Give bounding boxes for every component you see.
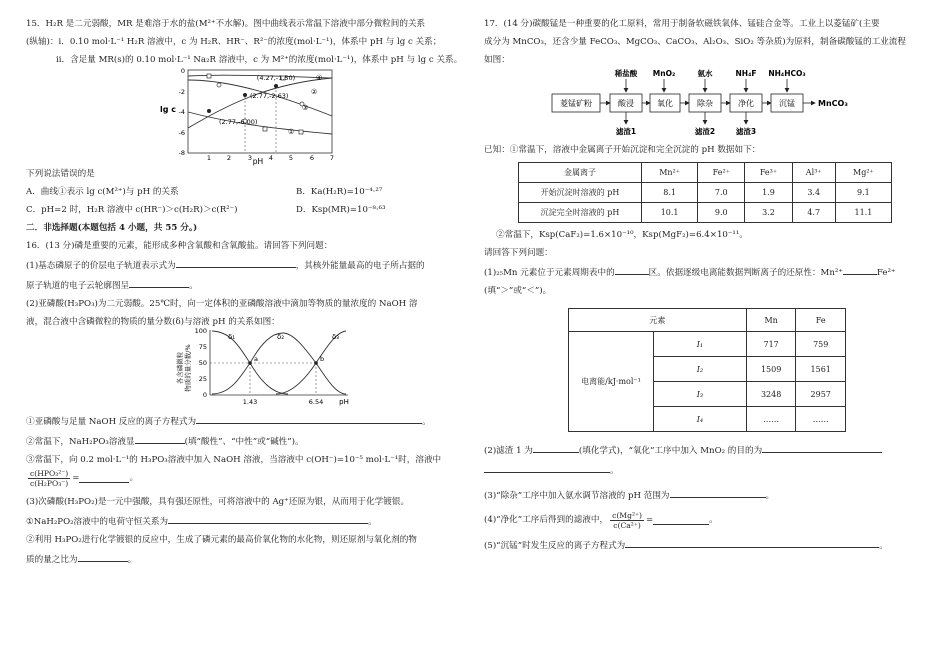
fraction-numerator: c(Mg²⁺): [612, 510, 642, 520]
chart2-xtick: 1.43: [242, 398, 258, 406]
label-2-77-c: (2.77,-6.00): [219, 118, 258, 126]
delta1-label: δ₁: [228, 333, 236, 341]
q16-sub2-text-a: ②常温下，NaH₂PO₃溶液显: [26, 437, 135, 447]
table-cell: 3.4: [792, 183, 835, 203]
reagent-nh4hco3: NH₄HCO₃: [768, 69, 806, 78]
table-row: [519, 183, 892, 203]
fraction-equals: =: [645, 515, 654, 525]
q17-prompt: 请回答下列问题：: [484, 248, 553, 258]
point-a-label: a: [254, 355, 258, 363]
reagent-ammonia: 氨水: [697, 69, 713, 78]
chart1-ytick: -4: [178, 108, 185, 116]
residue-2: 滤渣2: [694, 127, 716, 136]
curve3-marker: [217, 83, 221, 87]
q16-part2-line2: 液，混合液中含磷微粒的物质的量分数(δ)与溶液 pH 的关系如图：: [26, 317, 280, 327]
curve4-label: ④: [316, 74, 323, 82]
known-item1: [484, 144, 928, 156]
q15-option-a: A．曲线①表示 lg c(M²⁺)与 pH 的关系: [26, 187, 179, 197]
q17-p2-blank-3[interactable]: [484, 463, 610, 473]
table-row: [569, 332, 846, 357]
q17-p2-text-b: (填化学式)，“氧化”工序中加入 MnO₂ 的目的为: [578, 446, 763, 456]
q16-p3s3-end: 。: [127, 555, 137, 565]
table-cell: 759: [796, 332, 846, 357]
chart1-xtick: 4: [268, 154, 274, 162]
q16-sub3-blank[interactable]: [79, 473, 129, 483]
q16-p1-blank-2[interactable]: [129, 278, 189, 288]
curve-1: [188, 112, 332, 134]
fraction-equals: =: [72, 473, 80, 483]
q15-line2: (纵轴)：i．0.10 mol·L⁻¹ H₂R 溶液中，c 为 H₂R、HR⁻、R²⁻的浓度(mol·L⁻¹)，体系中 pH 与 lg c 关系；: [26, 37, 442, 47]
q16-part3-sub3: [26, 552, 470, 566]
box-ore-label: 菱锰矿粉: [560, 99, 592, 108]
delta2-curve: [212, 333, 346, 394]
table-cell: 开始沉淀时溶液的 pH: [519, 183, 642, 203]
table-header-cell: Fe²⁺: [698, 163, 745, 183]
known-label: 已知：: [484, 145, 510, 155]
chart2-xtick: 6.54: [308, 398, 324, 406]
q16-p3s1-blank[interactable]: [168, 514, 368, 524]
curve-2: [188, 78, 332, 128]
table-cell: 2957: [796, 382, 846, 407]
table-cell: 沉淀完全时溶液的 pH: [519, 203, 642, 223]
q15-options-ab: [26, 186, 470, 198]
mg-ca-ratio-fraction: [610, 511, 644, 530]
q17-part5: [484, 538, 928, 552]
known-item1-text: ①常温下，溶液中金属离子开始沉淀和完全沉淀的 pH 数据如下：: [509, 145, 761, 155]
table-cell: 7.0: [698, 183, 745, 203]
chart1-ylabel: lg c: [160, 105, 176, 114]
q17-p3-text: (3)“除杂”工序中加入氨水调节溶液的 pH 范围为: [484, 491, 670, 501]
box-oxid-label: 氧化: [657, 99, 673, 108]
chart2-ytick: 100: [194, 328, 207, 335]
q16-sub1-text: ①亚磷酸与足量 NaOH 反应的离子方程式为: [26, 417, 197, 427]
table-header-cell: Mg²⁺: [835, 163, 891, 183]
q15-prompt: 下列说法错误的是: [26, 169, 95, 179]
label-2-77-b: (2.77,-2.63): [250, 92, 289, 100]
chart2-xlabel: pH: [339, 398, 349, 406]
q15-options-cd: [26, 204, 470, 216]
box-leach-label: 酸浸: [618, 99, 634, 108]
phosphorous-acid-distribution-chart: [26, 328, 470, 408]
q17-p3-blank[interactable]: [670, 488, 766, 498]
q17-part4: [484, 508, 928, 532]
q17-part1: [484, 265, 928, 279]
box-precip-label: 沉锰: [779, 99, 795, 108]
q17-p4-end: 。: [709, 515, 718, 525]
q16-sub2-blank[interactable]: [135, 434, 185, 444]
q16-p1-text-c: 原子轨道的电子云轮廓图呈: [26, 281, 130, 291]
q16-sub3-fraction-line: [26, 466, 470, 490]
q16-p3s1-text: ①NaH₂PO₂溶液中的电荷守恒关系为: [26, 517, 169, 527]
table-cell: 3.2: [745, 203, 792, 223]
q15-option-d: D．Ksp(MR)=10⁻⁸·⁶³: [296, 205, 386, 215]
q16-part2-line1: (2)亚磷酸(H₃PO₃)为二元弱酸。25℃时，向一定体积的亚磷酸溶液中滴加等物质的量浓度的 NaOH 溶: [26, 299, 418, 309]
q17-p3-end: 。: [765, 491, 775, 501]
q17-p5-text: (5)“沉锰”时发生反应的离子方程式为: [484, 541, 626, 551]
q16-p1-blank-1[interactable]: [176, 258, 296, 268]
point-4-27: [274, 84, 278, 88]
chart2-ytick: 75: [198, 343, 207, 351]
q17-p5-end: 。: [879, 541, 888, 551]
curve2-marker: [243, 93, 247, 97]
q15-option-b: B．Ka(H₂R)=10⁻⁴·²⁷: [296, 187, 383, 197]
precipitation-ph-table: [518, 162, 892, 223]
q17-part3: [484, 488, 928, 502]
q17-line1: 17．(14 分)碳酸锰是一种重要的化工原料，常用于制备软磁铁氧体、锰硅合金等。工业上以菱锰矿(主要: [484, 19, 880, 29]
q17-p1-text-a: (1)₂₅Mn 元素位于元素周期表中的: [484, 268, 615, 278]
table-group-cell: 电离能/kJ·mol⁻¹: [569, 332, 654, 432]
curve2-label: ②: [311, 88, 318, 96]
fraction-denominator: c(H₂PO₃⁻): [30, 478, 69, 488]
q16-sub1-end: 。: [422, 417, 431, 427]
q17-p2-text-a: (2)滤渣 1 为: [484, 446, 533, 456]
curve1-marker: [299, 130, 303, 134]
chart1-ytick: -6: [178, 129, 185, 137]
table-cell: 8.1: [642, 183, 698, 203]
table-cell: 717: [746, 332, 796, 357]
curve4-marker: [207, 74, 211, 78]
chart1-xtick: 5: [288, 154, 294, 162]
q17-p4-text: (4)“净化”工序后得到的滤液中，: [484, 515, 609, 525]
q16-p3s1-end: 。: [368, 517, 377, 527]
curve1-marker: [263, 127, 267, 131]
q17-p1-text-c: Fe²⁺: [876, 268, 896, 278]
q16-part3-sub1: [26, 514, 470, 528]
q16-p1-text-a: (1)基态磷原子的价层电子轨道表示式为: [26, 261, 176, 271]
q17-p1-blank-2[interactable]: [843, 265, 877, 275]
q16-p1-text-d: 。: [189, 281, 198, 291]
q17-p2-blank-1[interactable]: [533, 443, 579, 453]
q17-part2: [484, 443, 928, 457]
table-header-row: [569, 309, 846, 332]
chart1-ytick: -2: [178, 88, 185, 96]
box-purify-label: 净化: [738, 99, 754, 108]
table-header-cell: 元素: [569, 309, 747, 332]
chart1-ytick: -8: [178, 149, 185, 157]
curve2-marker: [207, 109, 211, 113]
process-flow-diagram: [484, 66, 928, 144]
table-cell: ……: [746, 407, 796, 432]
q15-line1: 15．H₂R 是二元弱酸，MR 是难溶于水的盐(M²⁺不水解)。图中曲线表示常温下溶液中部分微粒间的关系: [26, 19, 426, 29]
chart2-ylabel-1: 各含磷微粒: [176, 351, 184, 385]
label-4-27: (4.27,-1.50): [256, 74, 296, 82]
q16-sub3: ③常温下，向 0.2 mol·L⁻¹的 H₃PO₃溶液中加入 NaOH 溶液，当溶液中 c(OH⁻)=10⁻⁵ mol·L⁻¹时，溶液中: [26, 455, 442, 465]
ionization-energy-table: [568, 308, 846, 432]
q17-p2-end: 。: [610, 466, 619, 476]
table-cell: 4.7: [792, 203, 835, 223]
point-b: [314, 361, 318, 365]
q17-p2-blank-2[interactable]: [762, 443, 882, 453]
q15-line3: ii．含足量 MR(s)的 0.10 mol·L⁻¹ Na₂R 溶液中，c 为 M²⁺的浓度(mol·L⁻¹)，体系中 pH 与 lg c 关系。: [56, 55, 463, 65]
q16-p3s3-text: 质的量之比为: [26, 555, 78, 565]
q17-part2-cont: [484, 463, 928, 477]
table-header-cell: Mn²⁺: [642, 163, 698, 183]
table-cell: 1561: [796, 357, 846, 382]
chart1-xtick: 2: [226, 154, 232, 162]
chart1-xtick: 6: [309, 154, 315, 162]
q16-part3: (3)次磷酸(H₃PO₂)是一元中强酸，具有强还原性，可将溶液中的 Ag⁺还原为银，从而用于化学镀银。: [26, 497, 410, 507]
chart1-ytick: 0: [180, 67, 185, 75]
residue-1: 滤渣1: [615, 127, 637, 136]
product-mnco3: MnCO₃: [818, 99, 848, 108]
q16-sub2: [26, 434, 470, 448]
table-header-cell: Fe³⁺: [745, 163, 792, 183]
chart2-ylabel-2: 物质的量分数/%: [184, 344, 192, 392]
chart1-xlabel: pH: [252, 157, 264, 166]
hpo3-ratio-fraction: [28, 469, 70, 488]
table-cell: I₄: [654, 407, 747, 432]
table-header-cell: Mn: [746, 309, 796, 332]
q17-line2: 成分为 MnCO₃，还含少量 FeCO₃、MgCO₃、CaCO₃、Al₂O₃、SiO₂ 等杂质)为原料，制备碳酸锰的工业流程: [484, 37, 906, 47]
table-cell: 1.9: [745, 183, 792, 203]
q17-line3: 如图：: [484, 55, 510, 65]
table-cell: 1509: [746, 357, 796, 382]
reagent-nh4f: NH₄F: [735, 69, 757, 78]
point-a: [248, 361, 252, 365]
q17-p5-blank[interactable]: [625, 538, 879, 548]
table-cell: 3248: [746, 382, 796, 407]
chart2-ytick: 50: [198, 359, 207, 367]
table-cell: I₁: [654, 332, 747, 357]
right-column: [484, 18, 928, 552]
left-column: [26, 18, 470, 566]
q16-sub1-blank[interactable]: [196, 414, 422, 424]
q16-part1-line2: [26, 278, 470, 292]
q16-sub2-text-b: (填“酸性”、“中性”或“碱性”)。: [184, 437, 304, 447]
q16-p3s3-blank[interactable]: [78, 552, 128, 562]
q16-sub1: [26, 414, 470, 428]
delta2-label: δ₂: [277, 333, 285, 341]
q17-p1-text-b: 区。依据逐级电离能数据判断离子的还原性：Mn²⁺: [648, 268, 843, 278]
delta3-label: δ₃: [332, 333, 340, 341]
q16-part1-line1: [26, 258, 470, 272]
curve3-label: ③: [302, 104, 309, 112]
chart1-xtick: 3: [247, 154, 253, 162]
residue-3: 滤渣3: [735, 127, 757, 136]
curve1-label: ①: [288, 128, 295, 136]
q15-option-c: C．pH=2 时，H₂R 溶液中 c(HR⁻)＞c(H₂R)＞c(R²⁻): [26, 205, 238, 215]
table-header-cell: 金属离子: [519, 163, 642, 183]
point-b-label: b: [320, 355, 325, 363]
box-removal-label: 除杂: [697, 99, 713, 108]
table-cell: I₂: [654, 357, 747, 382]
table-cell: I₃: [654, 382, 747, 407]
lgc-ph-chart: [26, 66, 470, 168]
table-cell: 10.1: [642, 203, 698, 223]
table-cell: 11.1: [835, 203, 891, 223]
fraction-end: 。: [129, 473, 139, 483]
known-item2: ②常温下，Ksp(CaF₂)=1.6×10⁻¹⁰，Ksp(MgF₂)=6.4×10⁻¹¹。: [496, 230, 748, 240]
q16-p1-text-b: ，其核外能量最高的电子所占据的: [295, 261, 425, 271]
q16-part3-sub2: ②利用 H₃PO₂进行化学镀银的反应中，生成了磷元素的最高价氧化物的水化物，则还原剂与氧化剂的物: [26, 535, 417, 545]
chart2-ytick: 0: [202, 391, 207, 399]
chart2-ytick: 25: [198, 375, 207, 383]
reagent-mno2: MnO₂: [652, 69, 676, 78]
reagent-hcl: 稀盐酸: [614, 69, 638, 78]
fraction-numerator: c(HPO₃²⁻): [30, 468, 69, 478]
q16-intro: 16．(13 分)磷是重要的元素，能形成多种含氧酸和含氧酸盐。请回答下列问题：: [26, 241, 333, 251]
table-header-cell: Al³⁺: [792, 163, 835, 183]
chart1-xtick: 1: [206, 154, 212, 162]
q17-part1-hint: (填“＞”或“＜”)。: [484, 286, 552, 296]
table-header-row: [519, 163, 892, 183]
q17-p1-blank-1[interactable]: [615, 265, 649, 275]
fraction-denominator: c(Ca²⁺): [613, 520, 641, 530]
table-cell: 9.1: [835, 183, 891, 203]
chart1-xtick: 7: [329, 154, 335, 162]
section-2-heading: 二．非选择题(本题包括 4 小题，共 55 分。): [26, 223, 198, 233]
table-cell: ……: [796, 407, 846, 432]
table-cell: 9.0: [698, 203, 745, 223]
table-row: [519, 203, 892, 223]
table-header-cell: Fe: [796, 309, 846, 332]
q17-p4-blank[interactable]: [653, 515, 709, 525]
